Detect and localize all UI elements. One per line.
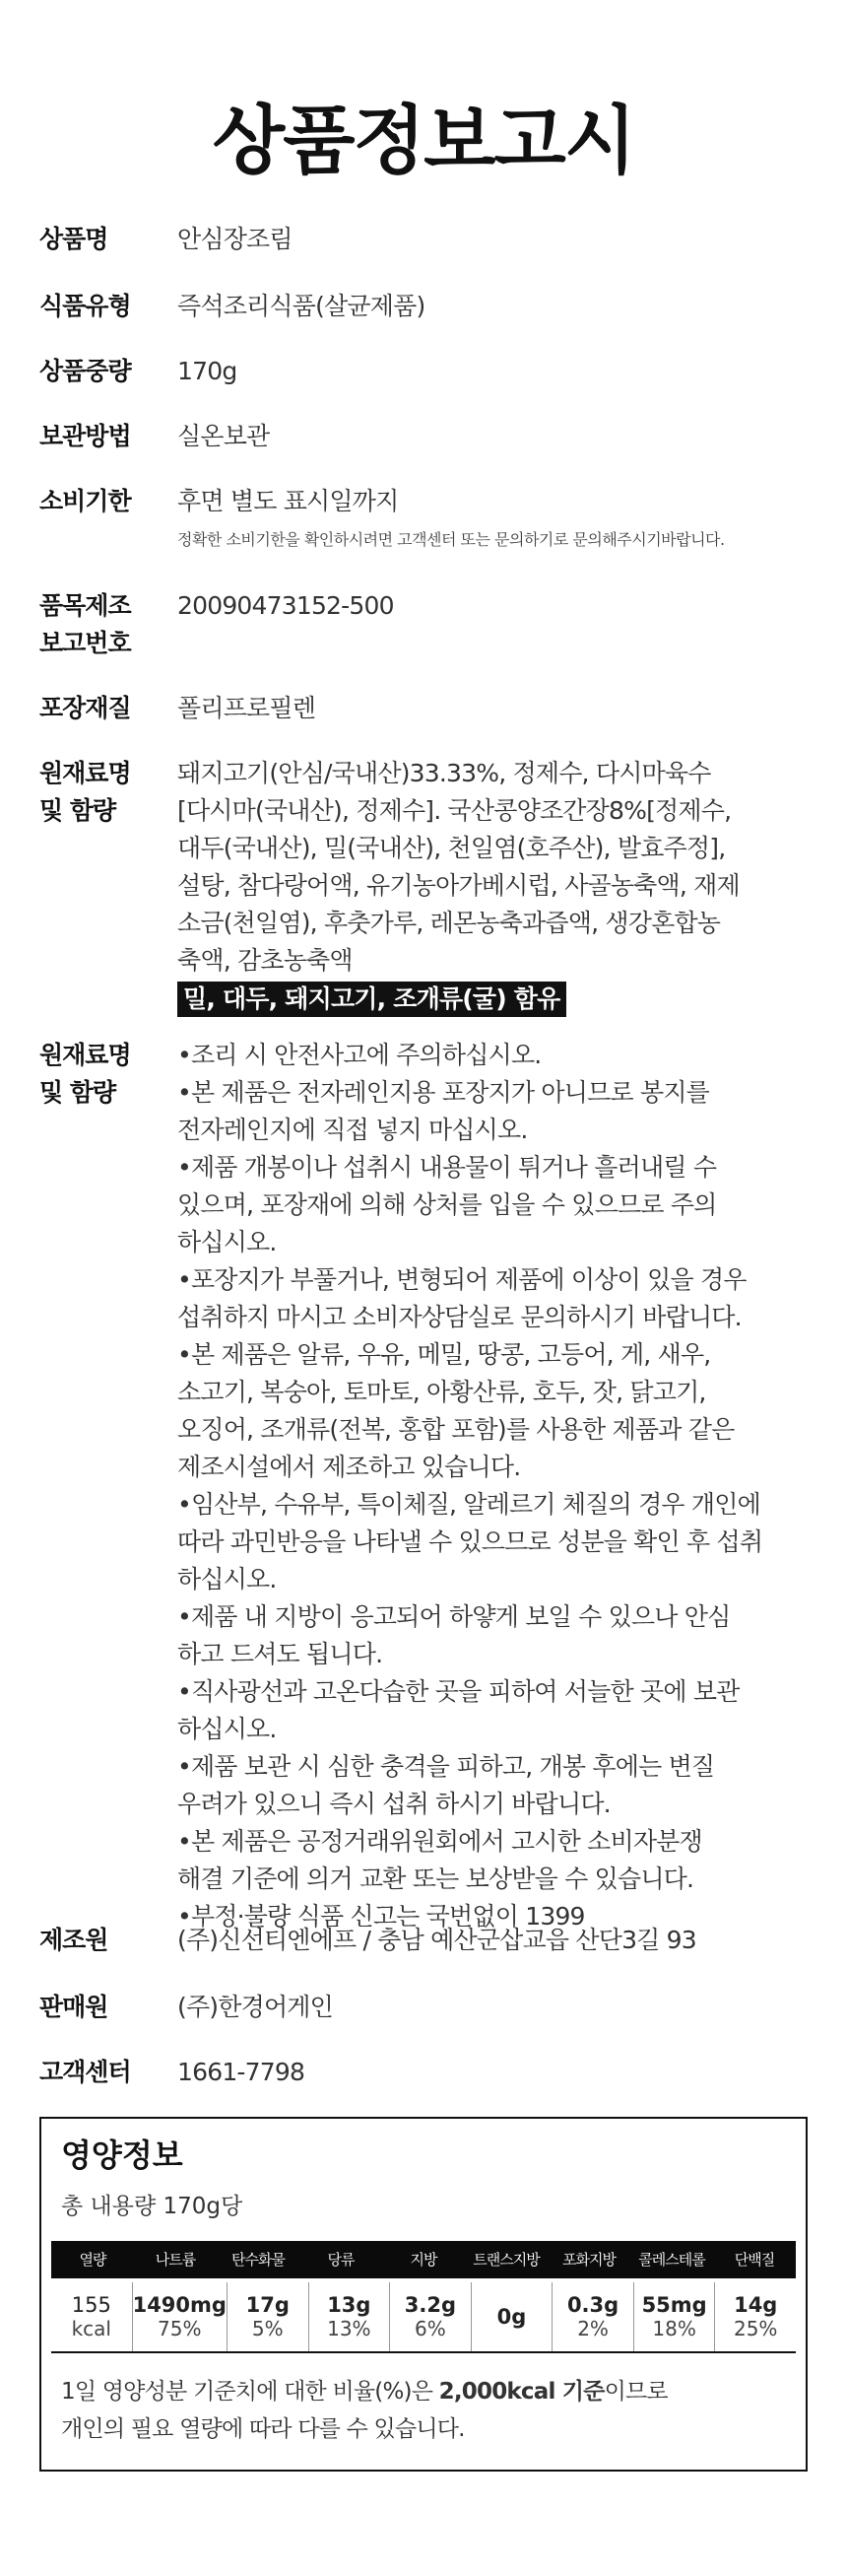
- caution-line: •제품 내 지방이 응고되어 하얗게 보일 수 있으나 안심: [177, 1602, 731, 1631]
- customer-center-row: [39, 2054, 827, 2093]
- nutrition-amount: 1490mg: [132, 2293, 227, 2317]
- nutrition-header-cell: 나트륨: [155, 2251, 196, 2269]
- nutrition-percent: 25%: [733, 2317, 778, 2340]
- caution-line: 있으며, 포장재에 의해 상처를 입을 수 있으므로 주의: [177, 1190, 717, 1219]
- cautions-row: [39, 1037, 827, 1931]
- nutrition-header-cell: 단백질: [734, 2251, 775, 2269]
- expiry-row: [39, 483, 827, 562]
- product-name-row: [39, 221, 827, 260]
- nutrition-footnote-post: 이므로: [604, 2379, 668, 2405]
- ingredients-line: 소금(천일염), 후춧가루, 레몬농축과즙액, 생강혼합농: [177, 909, 721, 937]
- page-title: 상품정보고시: [212, 97, 635, 184]
- storage-row: [39, 418, 827, 457]
- caution-line: 따라 과민반응을 나타낼 수 있으므로 성분을 확인 후 섭취: [177, 1527, 763, 1556]
- ingredients-text: [177, 755, 847, 1018]
- nutrition-header-cell: 탄수화물: [231, 2251, 285, 2269]
- caution-line: 섭취하지 마시고 소비자상담실로 문의하시기 바랍니다.: [177, 1303, 742, 1331]
- customer-center-value: 1661-7798: [177, 2058, 305, 2086]
- cautions-text: [177, 1037, 847, 1935]
- expiry-value: 후면 별도 표시일까지: [177, 487, 399, 515]
- manufacturer-value: (주)신선티엔에프 / 충남 예산군삽교읍 산단3길 93: [177, 1926, 696, 1954]
- seller-label: 판매원: [39, 1993, 108, 2021]
- caution-line: 전자레인지에 직접 넣지 마십시오.: [177, 1116, 528, 1144]
- caution-line: •조리 시 안전사고에 주의하십시오.: [177, 1041, 542, 1069]
- food-type-row: [39, 288, 827, 327]
- nutrition-percent: kcal: [71, 2317, 111, 2340]
- nutrition-amount: 0g: [496, 2305, 527, 2329]
- caution-line: •포장지가 부풀거나, 변형되어 제품에 이상이 있을 경우: [177, 1265, 747, 1294]
- food-type-value: 즉석조리식품(살균제품): [177, 292, 425, 320]
- caution-line: •직사광선과 고온다습한 곳을 피하여 서늘한 곳에 보관: [177, 1677, 740, 1706]
- report-number-row: [39, 587, 827, 666]
- nutrition-value-cell: [553, 2282, 634, 2351]
- ingredients-label: [39, 755, 167, 830]
- customer-center-label: 고객센터: [39, 2058, 131, 2086]
- nutrition-amount: 0.3g: [566, 2293, 619, 2317]
- nutrition-percent: 18%: [652, 2317, 696, 2340]
- caution-line: 오징어, 조개류(전복, 홍합 포함)를 사용한 제품과 같은: [177, 1415, 735, 1444]
- storage-label: 보관방법: [39, 422, 131, 450]
- ingredients-label-line: 원재료명: [39, 759, 131, 787]
- expiry-note: 정확한 소비기한을 확인하시려면 고객센터 또는 문의하기로 문의해주시기바랍니다.: [177, 530, 725, 549]
- allergen-highlight: 밀, 대두, 돼지고기, 조개류(굴) 함유: [177, 982, 566, 1017]
- nutrition-amount: 155: [71, 2293, 111, 2317]
- weight-value: 170g: [177, 357, 237, 385]
- cautions-label-line: 원재료명: [39, 1041, 131, 1069]
- report-number-label: [39, 587, 167, 662]
- nutrition-amount: 13g: [327, 2293, 371, 2317]
- nutrition-header-cell: 포화지방: [562, 2251, 616, 2269]
- nutrition-amount: 14g: [734, 2293, 778, 2317]
- expiry-block: [177, 483, 847, 554]
- nutrition-subtitle: 총 내용량 170g당: [61, 2194, 243, 2219]
- ingredients-line: 축액, 감초농축액: [177, 946, 353, 975]
- expiry-label: 소비기한: [39, 487, 131, 515]
- nutrition-footnote-bold: 2,000kcal 기준: [438, 2379, 605, 2405]
- nutrition-value-cell: [51, 2282, 133, 2351]
- nutrition-footnote-pre: 1일 영양성분 기준치에 대한 비율(%)은: [61, 2379, 439, 2405]
- nutrition-header-row: [51, 2241, 796, 2278]
- caution-line: 제조시설에서 제조하고 있습니다.: [177, 1453, 521, 1481]
- packaging-label: 포장재질: [39, 694, 131, 722]
- caution-line: •임산부, 수유부, 특이체질, 알레르기 체질의 경우 개인에: [177, 1490, 760, 1519]
- nutrition-value-cell: [133, 2282, 228, 2351]
- nutrition-value-cell: [390, 2282, 472, 2351]
- nutrition-values-row: [51, 2282, 796, 2353]
- caution-line: •본 제품은 공정거래위원회에서 고시한 소비자분쟁: [177, 1827, 702, 1856]
- nutrition-value-cell: [309, 2282, 391, 2351]
- caution-line: •부정·불량 식품 신고는 국번없이 1399: [177, 1902, 585, 1931]
- ingredients-line: 설탕, 참다랑어액, 유기농아가베시럽, 사골농축액, 재제: [177, 871, 740, 900]
- caution-line: •본 제품은 알류, 우유, 메밀, 땅콩, 고등어, 게, 새우,: [177, 1340, 711, 1369]
- storage-value: 실온보관: [177, 422, 270, 450]
- report-number-label-line: 품목제조: [39, 591, 131, 620]
- nutrition-percent: 13%: [327, 2317, 371, 2340]
- caution-line: 하고 드셔도 됩니다.: [177, 1640, 383, 1668]
- caution-line: 소고기, 복숭아, 토마토, 아황산류, 호두, 잣, 닭고기,: [177, 1378, 706, 1406]
- nutrition-value-cell: [715, 2282, 796, 2351]
- nutrition-percent: 2%: [577, 2317, 609, 2340]
- nutrition-title: 영양정보: [61, 2136, 183, 2174]
- nutrition-header-cell: 트랜스지방: [473, 2251, 540, 2269]
- caution-line: •제품 개봉이나 섭취시 내용물이 튀거나 흘러내릴 수: [177, 1153, 717, 1182]
- ingredients-row: [39, 755, 827, 1021]
- seller-value: (주)한경어게인: [177, 1993, 334, 2021]
- manufacturer-row: [39, 1922, 827, 1961]
- ingredients-label-line: 및 함량: [39, 796, 116, 825]
- packaging-row: [39, 690, 827, 729]
- food-type-label: 식품유형: [39, 292, 131, 320]
- nutrition-value-cell: [634, 2282, 716, 2351]
- nutrition-footnote-line2: 개인의 필요 열량에 따라 다를 수 있습니다.: [61, 2416, 465, 2442]
- ingredients-line: 대두(국내산), 밀(국내산), 천일염(호주산), 발효주정],: [177, 834, 726, 862]
- report-number-value: 20090473152-500: [177, 591, 394, 620]
- weight-label: 상품중량: [39, 357, 131, 385]
- seller-row: [39, 1989, 827, 2028]
- caution-line: 하십시오.: [177, 1565, 277, 1593]
- caution-line: •제품 보관 시 심한 충격을 피하고, 개봉 후에는 변질: [177, 1752, 715, 1781]
- weight-row: [39, 353, 827, 392]
- cautions-label: [39, 1037, 167, 1112]
- nutrition-header-cell: 당류: [327, 2251, 355, 2269]
- ingredients-line: [다시마(국내산), 정제수]. 국산콩양조간장8%[정제수,: [177, 796, 732, 825]
- nutrition-footnote: [61, 2373, 790, 2448]
- cautions-label-line: 및 함량: [39, 1078, 116, 1107]
- nutrition-header-cell: 콜레스테롤: [638, 2251, 705, 2269]
- nutrition-percent: 75%: [158, 2317, 202, 2340]
- packaging-value: 폴리프로필렌: [177, 694, 316, 722]
- nutrition-box: [39, 2117, 808, 2472]
- product-name-label: 상품명: [39, 225, 108, 253]
- nutrition-amount: 55mg: [641, 2293, 707, 2317]
- manufacturer-label: 제조원: [39, 1926, 108, 1954]
- caution-line: 하십시오.: [177, 1715, 277, 1743]
- nutrition-percent: 6%: [415, 2317, 446, 2340]
- ingredients-line: 돼지고기(안심/국내산)33.33%, 정제수, 다시마육수: [177, 759, 711, 787]
- caution-line: 하십시오.: [177, 1228, 277, 1256]
- nutrition-value-cell: [472, 2282, 554, 2351]
- product-name-value: 안심장조림: [177, 225, 293, 253]
- caution-line: 우려가 있으니 즉시 섭취 하시기 바랍니다.: [177, 1790, 611, 1818]
- nutrition-amount: 17g: [245, 2293, 290, 2317]
- nutrition-percent: 5%: [251, 2317, 284, 2340]
- nutrition-amount: 3.2g: [404, 2293, 457, 2317]
- nutrition-header-cell: 지방: [410, 2251, 437, 2269]
- caution-line: 해결 기준에 의거 교환 또는 보상받을 수 있습니다.: [177, 1864, 694, 1893]
- nutrition-value-cell: [228, 2282, 309, 2351]
- nutrition-header-cell: 열량: [79, 2251, 106, 2269]
- report-number-label-line: 보고번호: [39, 629, 131, 657]
- caution-line: •본 제품은 전자레인지용 포장지가 아니므로 봉지를: [177, 1078, 710, 1107]
